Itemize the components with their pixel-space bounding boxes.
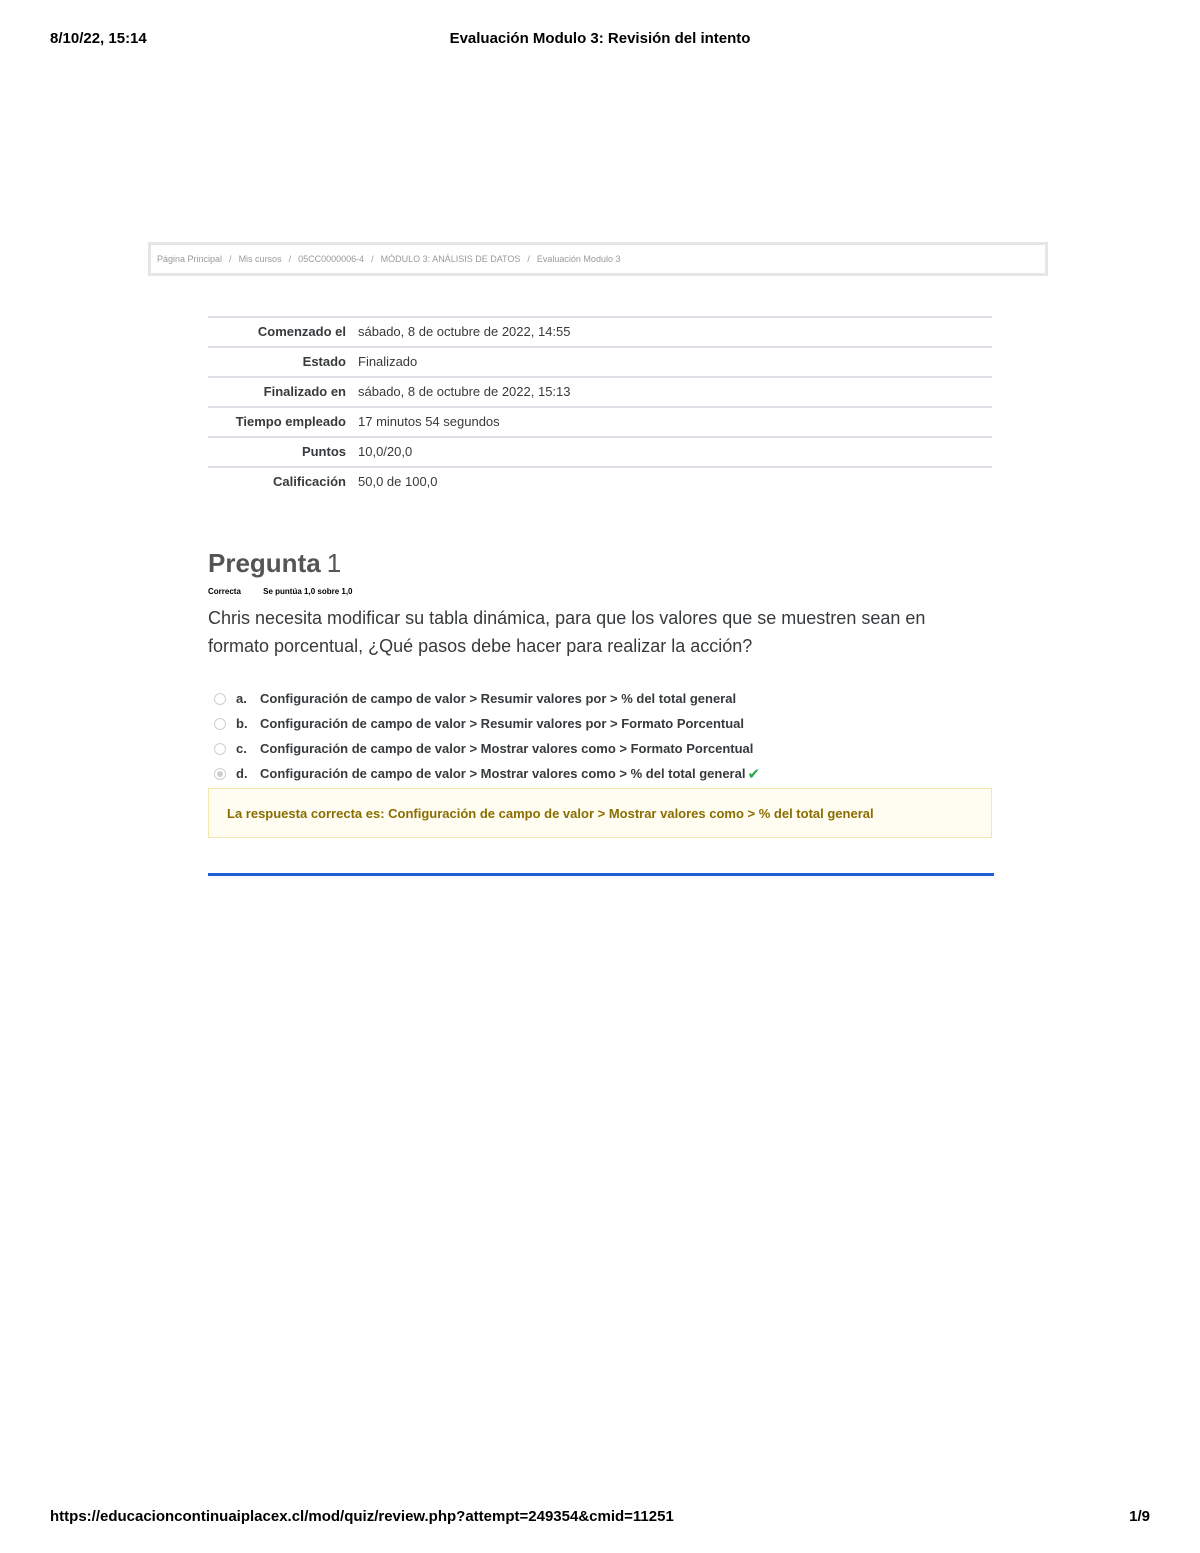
question-title-label: Pregunta bbox=[208, 548, 321, 578]
finished-value: sábado, 8 de octubre de 2022, 15:13 bbox=[358, 384, 571, 399]
summary-row-state bbox=[208, 347, 992, 377]
answer-text: Configuración de campo de valor > Mostrar valores como > Formato Porcentual bbox=[260, 741, 754, 756]
grade-value: 50,0 de 100,0 bbox=[358, 474, 438, 489]
breadcrumb-separator: / bbox=[288, 254, 292, 264]
correct-answer-feedback: La respuesta correcta es: Configuración de campo de valor > Mostrar valores como > % del total general bbox=[208, 788, 992, 838]
answer-option-c[interactable] bbox=[214, 736, 760, 761]
print-page-number: 1/9 bbox=[1129, 1508, 1150, 1525]
answer-list bbox=[214, 686, 760, 786]
time-value: 17 minutos 54 segundos bbox=[358, 414, 500, 429]
started-label: Comenzado el bbox=[257, 324, 346, 339]
state-label: Estado bbox=[302, 354, 346, 369]
answer-text: Configuración de campo de valor > Resumir valores por > Formato Porcentual bbox=[260, 716, 745, 731]
summary-row-points bbox=[208, 437, 992, 467]
summary-row-started bbox=[208, 317, 992, 347]
breadcrumb-my-courses[interactable]: Mis cursos bbox=[238, 254, 282, 264]
started-value: sábado, 8 de octubre de 2022, 14:55 bbox=[358, 324, 571, 339]
print-footer bbox=[50, 1508, 1150, 1528]
answer-letter: c. bbox=[236, 741, 247, 756]
question-score: Se puntúa 1,0 sobre 1,0 bbox=[263, 587, 353, 596]
points-label: Puntos bbox=[301, 444, 346, 459]
answer-letter: a. bbox=[236, 691, 247, 706]
answer-letter: b. bbox=[236, 716, 248, 731]
question-text: Chris necesita modificar su tabla dinámica, para que los valores que se muestren sean en formato porcentual, ¿Qué pasos debe hacer para realizar la acción? bbox=[208, 608, 926, 656]
question-divider bbox=[208, 873, 994, 876]
answer-radio[interactable] bbox=[214, 743, 226, 755]
attempt-summary-table bbox=[208, 316, 992, 496]
question-number: 1 bbox=[326, 548, 342, 578]
answer-option-b[interactable] bbox=[214, 711, 760, 736]
breadcrumb-separator: / bbox=[229, 254, 232, 264]
answer-letter: d. bbox=[236, 766, 248, 781]
print-header bbox=[50, 30, 1150, 50]
grade-label: Calificación bbox=[273, 474, 346, 489]
answer-radio-selected[interactable] bbox=[214, 768, 226, 780]
answer-radio[interactable] bbox=[214, 718, 226, 730]
answer-text: Configuración de campo de valor > Resumir valores por > % del total general bbox=[260, 691, 737, 706]
summary-row-time bbox=[208, 407, 992, 437]
breadcrumb-home[interactable]: Página Principal bbox=[157, 254, 223, 264]
breadcrumb-separator: / bbox=[371, 254, 374, 264]
time-label: Tiempo empleado bbox=[235, 414, 346, 429]
state-value: Finalizado bbox=[358, 354, 418, 369]
answer-radio[interactable] bbox=[214, 693, 226, 705]
breadcrumb-quiz[interactable]: Evaluación Modulo 3 bbox=[536, 254, 621, 264]
points-value: 10,0/20,0 bbox=[358, 444, 413, 459]
breadcrumb bbox=[148, 242, 1048, 276]
answer-option-a[interactable] bbox=[214, 686, 760, 711]
summary-row-finished bbox=[208, 377, 992, 407]
breadcrumb-course[interactable]: 05CC0000006-4 bbox=[298, 254, 365, 264]
answer-option-d[interactable] bbox=[214, 761, 760, 786]
question-title bbox=[208, 548, 341, 579]
answer-text: Configuración de campo de valor > Mostrar valores como > % del total general bbox=[260, 766, 746, 781]
breadcrumb-module[interactable]: MÓDULO 3: ANÁLISIS DE DATOS bbox=[380, 254, 521, 264]
print-datetime: 8/10/22, 15:14 bbox=[50, 30, 147, 47]
print-title: Evaluación Modulo 3: Revisión del intento bbox=[449, 30, 751, 47]
question-status: Correcta bbox=[208, 587, 241, 596]
breadcrumb-separator: / bbox=[527, 254, 530, 264]
question-info bbox=[208, 587, 353, 596]
summary-row-grade bbox=[208, 467, 992, 496]
finished-label: Finalizado en bbox=[263, 384, 346, 399]
check-icon: ✔ bbox=[747, 765, 761, 783]
print-url: https://educacioncontinuaiplacex.cl/mod/quiz/review.php?attempt=249354&cmid=11251 bbox=[50, 1508, 674, 1525]
